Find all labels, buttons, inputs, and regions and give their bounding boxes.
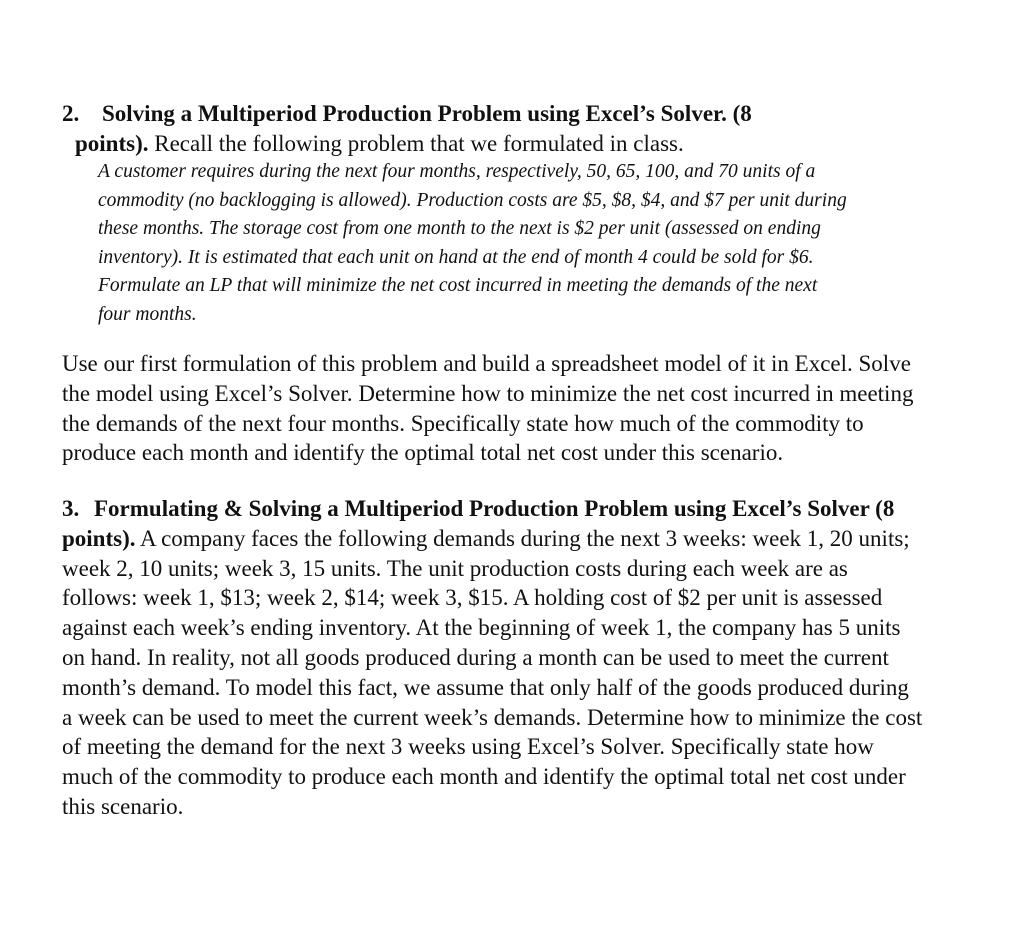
quote-line: commodity (no backlogging is allowed). Production costs are $5, $8, $4, and $7 per unit during bbox=[98, 189, 847, 211]
body-line: against each week’s ending inventory. At the beginning of week 1, the company has 5 units bbox=[62, 615, 901, 641]
problem-2-points: points). bbox=[75, 131, 149, 156]
quote-line: four months. bbox=[98, 303, 197, 325]
body-line: follows: week 1, $13; week 2, $14; week 3, $15. A holding cost of $2 per unit is assessed bbox=[62, 585, 883, 611]
problem-3-points: points). bbox=[62, 525, 136, 551]
instruction-line: Use our first formulation of this problem and build a spreadsheet model of it in Excel. Solve bbox=[62, 351, 911, 376]
quote-line: Formulate an LP that will minimize the net cost incurred in meeting the demands of the next bbox=[98, 275, 818, 297]
problem-2-quote bbox=[98, 158, 1008, 330]
problem-2-title: Solving a Multiperiod Production Problem using Excel’s Solver. (8 bbox=[102, 101, 752, 126]
body-line: this scenario. bbox=[62, 793, 184, 819]
problem-2-subheading bbox=[75, 129, 684, 159]
instruction-line: the demands of the next four months. Specifically state how much of the commodity to bbox=[62, 410, 864, 436]
problem-2-number: 2. bbox=[62, 101, 80, 126]
problem-3-heading bbox=[62, 494, 1022, 524]
problem-3-title: Formulating & Solving a Multiperiod Production Problem using Excel’s Solver (8 bbox=[94, 496, 895, 521]
body-line: much of the commodity to produce each month and identify the optimal total net cost under bbox=[62, 764, 906, 790]
problem-3-intro: A company faces the following demands during the next 3 weeks: week 1, 20 units; bbox=[135, 525, 910, 551]
body-line: month’s demand. To model this fact, we assume that only half of the goods produced during bbox=[62, 674, 909, 700]
problem-3-subheading bbox=[62, 524, 1022, 554]
problem-3-number: 3. bbox=[62, 496, 80, 521]
body-line: a week can be used to meet the current week’s demands. Determine how to minimize the cost bbox=[62, 704, 923, 730]
instruction-line: the model using Excel’s Solver. Determine how to minimize the net cost incurred in meeting bbox=[62, 380, 914, 406]
quote-line: these months. The storage cost from one month to the next is $2 per unit (assessed on ending bbox=[98, 218, 821, 240]
body-line: of meeting the demand for the next 3 weeks using Excel’s Solver. Specifically state how bbox=[62, 734, 874, 760]
quote-line: inventory). It is estimated that each unit on hand at the end of month 4 could be sold for $6. bbox=[98, 246, 814, 268]
problem-2-intro: Recall the following problem that we formulated in class. bbox=[148, 131, 684, 156]
body-line: on hand. In reality, not all goods produced during a month can be used to meet the current bbox=[62, 644, 889, 670]
problem-2-heading bbox=[62, 99, 752, 129]
body-line: week 2, 10 units; week 3, 15 units. The unit production costs during each week are as bbox=[62, 555, 848, 581]
problem-2-instructions bbox=[62, 349, 1022, 468]
problem-3 bbox=[62, 494, 1022, 822]
quote-line: A customer requires during the next four months, respectively, 50, 65, 100, and 70 units of a bbox=[98, 161, 816, 182]
instruction-line: produce each month and identify the optimal total net cost under this scenario. bbox=[62, 440, 784, 466]
